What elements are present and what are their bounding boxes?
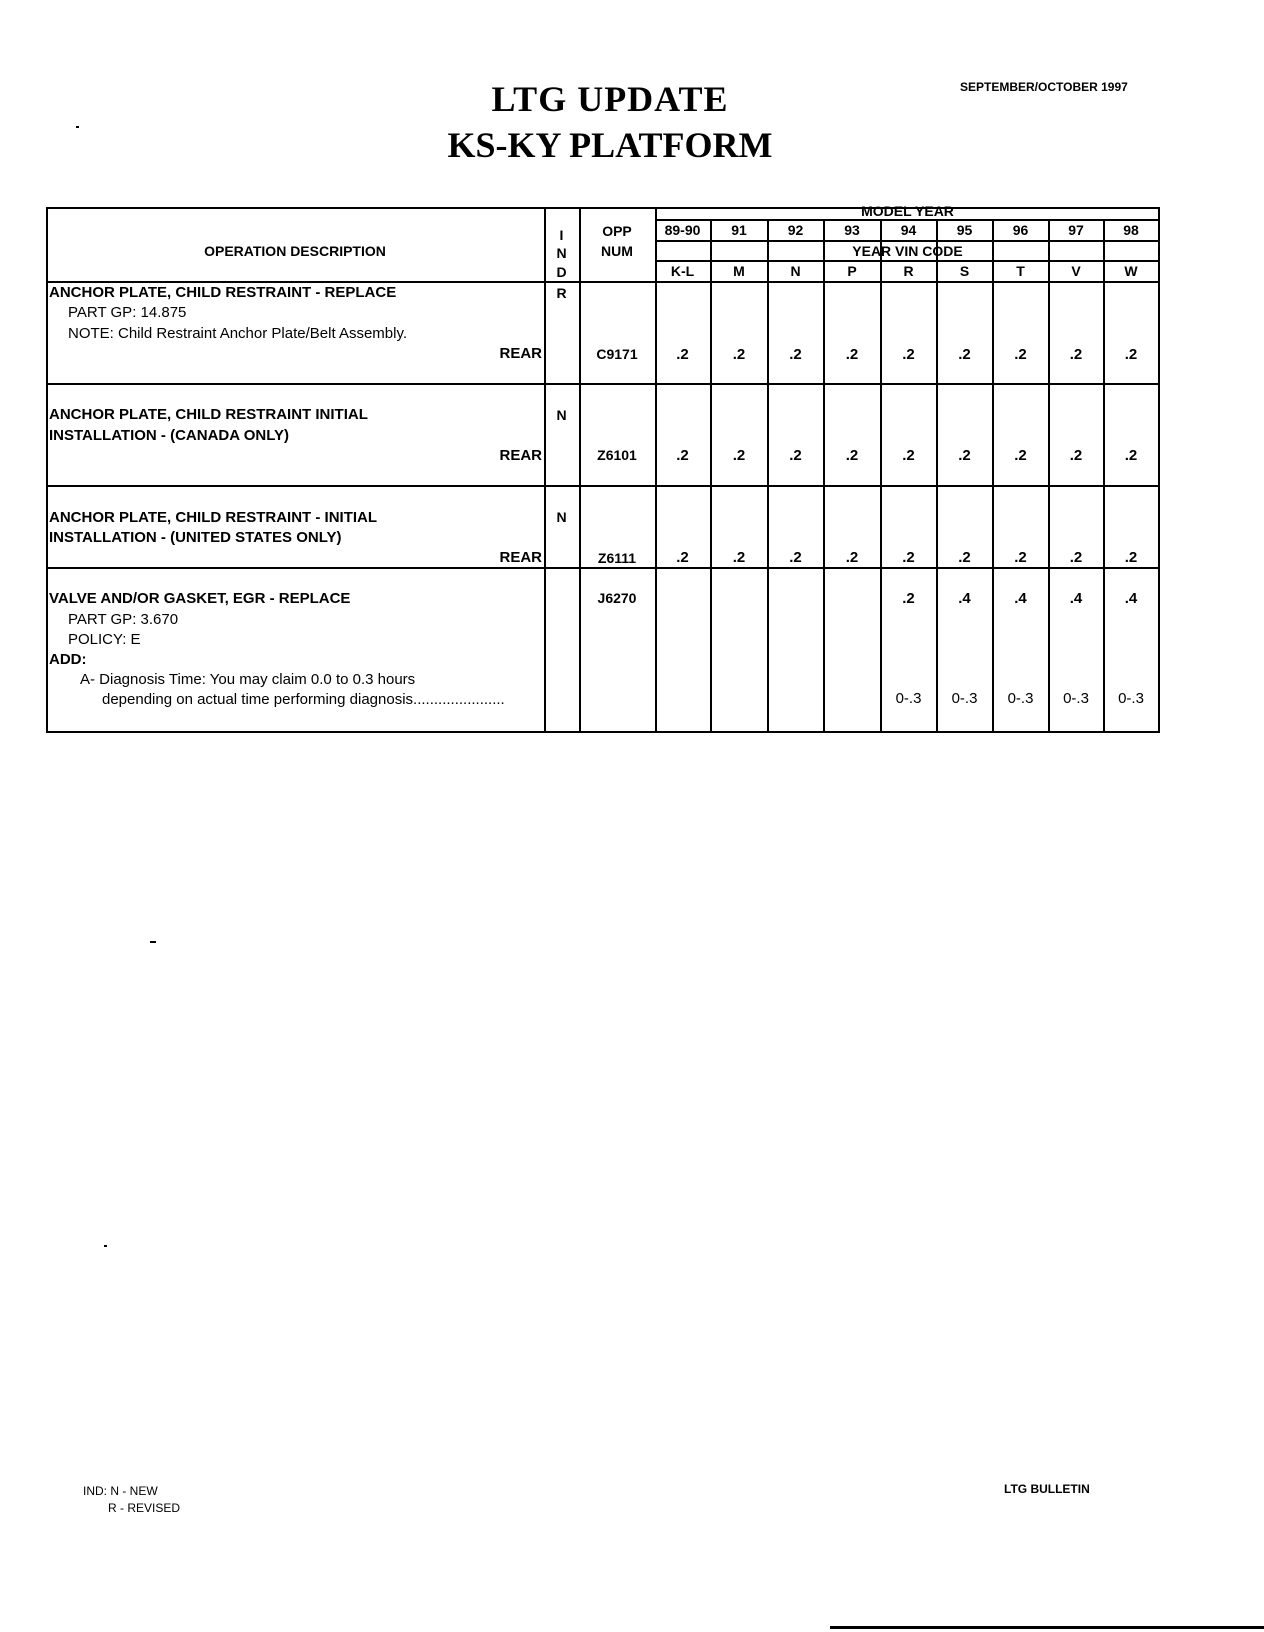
column-header-ind-3: D — [556, 264, 567, 280]
operation-note: NOTE: Child Restraint Anchor Plate/Belt Assembly. — [68, 325, 408, 342]
year-label: 91 — [731, 222, 747, 238]
position-label: REAR — [499, 345, 542, 362]
diagnosis-time-value: 0-.3 — [1007, 690, 1034, 707]
diagnosis-note: A- Diagnosis Time: You may claim 0.0 to 0.3 hours — [80, 671, 416, 688]
labor-time-value: .2 — [676, 549, 689, 566]
labor-time-value: .4 — [1014, 590, 1027, 607]
labor-time-value: .2 — [1069, 549, 1083, 566]
column-header-operation: OPERATION DESCRIPTION — [204, 243, 386, 259]
labor-time-value: .2 — [902, 590, 915, 607]
vin-code: M — [733, 263, 745, 279]
position-label: REAR — [499, 447, 542, 464]
opp-number: C9171 — [596, 346, 638, 362]
year-label: 92 — [787, 222, 804, 238]
labor-time-value: .2 — [1069, 447, 1083, 464]
bulletin-date: SEPTEMBER/OCTOBER 1997 — [960, 80, 1128, 94]
year-label: 97 — [1068, 222, 1084, 238]
labor-time-value: .2 — [902, 346, 915, 363]
model-year-header: MODEL YEAR — [861, 203, 954, 219]
labor-time-value: .2 — [958, 447, 971, 464]
ind-code: N — [556, 509, 567, 525]
labor-time-value: .2 — [732, 549, 746, 566]
diagnosis-time-value: 0-.3 — [1118, 690, 1144, 707]
labor-time-value: .4 — [958, 590, 971, 607]
ind-code: N — [556, 407, 567, 423]
page-title: LTG UPDATE — [491, 79, 729, 119]
labor-time-value: .2 — [845, 447, 859, 464]
year-label: 93 — [844, 222, 860, 238]
labor-time-value: .2 — [1124, 549, 1138, 566]
labor-time-value: .2 — [1014, 346, 1027, 363]
ind-code: R — [556, 285, 567, 301]
labor-time-value: .2 — [1014, 549, 1027, 566]
labor-time-value: .4 — [1069, 590, 1083, 607]
labor-time-value: .2 — [1014, 447, 1027, 464]
diagnosis-time-value: 0-.3 — [895, 690, 922, 707]
operation-title: ANCHOR PLATE, CHILD RESTRAINT - INITIAL — [49, 509, 378, 526]
column-header-opp-1: OPP — [602, 223, 632, 239]
page-subtitle: KS-KY PLATFORM — [447, 125, 773, 165]
operation-title: ANCHOR PLATE, CHILD RESTRAINT INITIAL — [49, 406, 368, 423]
labor-time-value: .2 — [1124, 346, 1138, 363]
opp-number: Z6111 — [597, 550, 637, 566]
labor-time-value: .2 — [958, 549, 971, 566]
ind-legend-revised: R - REVISED — [108, 1501, 181, 1515]
position-label: REAR — [499, 549, 542, 566]
part-group: PART GP: 3.670 — [68, 611, 179, 628]
operation-title-cont: INSTALLATION - (UNITED STATES ONLY) — [49, 529, 342, 546]
policy-label: POLICY: E — [68, 631, 141, 648]
year-label: 95 — [956, 222, 973, 238]
opp-number: Z6101 — [597, 447, 637, 463]
labor-time-value: .2 — [676, 346, 689, 363]
column-header-ind-1: I — [559, 227, 564, 243]
opp-number: J6270 — [597, 590, 637, 606]
labor-time-value: .2 — [845, 549, 859, 566]
column-header-opp-2: NUM — [601, 243, 633, 259]
vin-code: K-L — [670, 263, 695, 279]
part-group: PART GP: 14.875 — [68, 304, 187, 321]
labor-time-value: .2 — [1069, 346, 1083, 363]
year-label: 96 — [1012, 222, 1029, 238]
vin-code: T — [1016, 263, 1025, 279]
labor-time-value: .2 — [845, 346, 859, 363]
column-header-ind-2: N — [556, 245, 567, 261]
scan-speck — [104, 1245, 107, 1247]
operation-title-cont: INSTALLATION - (CANADA ONLY) — [49, 427, 289, 444]
diagnosis-time-value: 0-.3 — [951, 690, 978, 707]
year-label: 98 — [1123, 222, 1139, 238]
operation-title: ANCHOR PLATE, CHILD RESTRAINT - REPLACE — [49, 284, 397, 301]
labor-time-value: .2 — [789, 346, 802, 363]
labor-time-value: .4 — [1124, 590, 1138, 607]
bottom-rule — [830, 1626, 1264, 1629]
labor-time-value: .2 — [732, 346, 746, 363]
scan-speck — [150, 941, 156, 943]
labor-time-value: .2 — [676, 447, 689, 464]
labor-time-value: .2 — [902, 549, 915, 566]
vin-code-header: YEAR VIN CODE — [852, 243, 963, 259]
vin-code: R — [903, 263, 914, 279]
operation-title: VALVE AND/OR GASKET, EGR - REPLACE — [49, 590, 351, 607]
bulletin-label: LTG BULLETIN — [1004, 1482, 1090, 1496]
labor-time-value: .2 — [789, 549, 802, 566]
labor-time-value: .2 — [958, 346, 971, 363]
year-label: 89-90 — [664, 222, 701, 238]
vin-code: W — [1124, 263, 1138, 279]
ind-legend: IND: N - NEW — [83, 1484, 158, 1498]
vin-code: S — [959, 263, 970, 279]
diagnosis-note-cont: depending on actual time performing diagnosis...................... — [102, 691, 505, 708]
labor-time-value: .2 — [902, 447, 915, 464]
labor-time-value: .2 — [789, 447, 802, 464]
add-label: ADD: — [49, 651, 87, 668]
year-label: 94 — [900, 222, 917, 238]
labor-time-value: .2 — [1124, 447, 1138, 464]
scan-speck — [76, 126, 79, 128]
vin-code: V — [1071, 263, 1081, 279]
vin-code: N — [790, 263, 801, 279]
labor-time-table — [46, 203, 1160, 733]
labor-time-value: .2 — [732, 447, 746, 464]
diagnosis-time-value: 0-.3 — [1063, 690, 1089, 707]
vin-code: P — [847, 263, 857, 279]
